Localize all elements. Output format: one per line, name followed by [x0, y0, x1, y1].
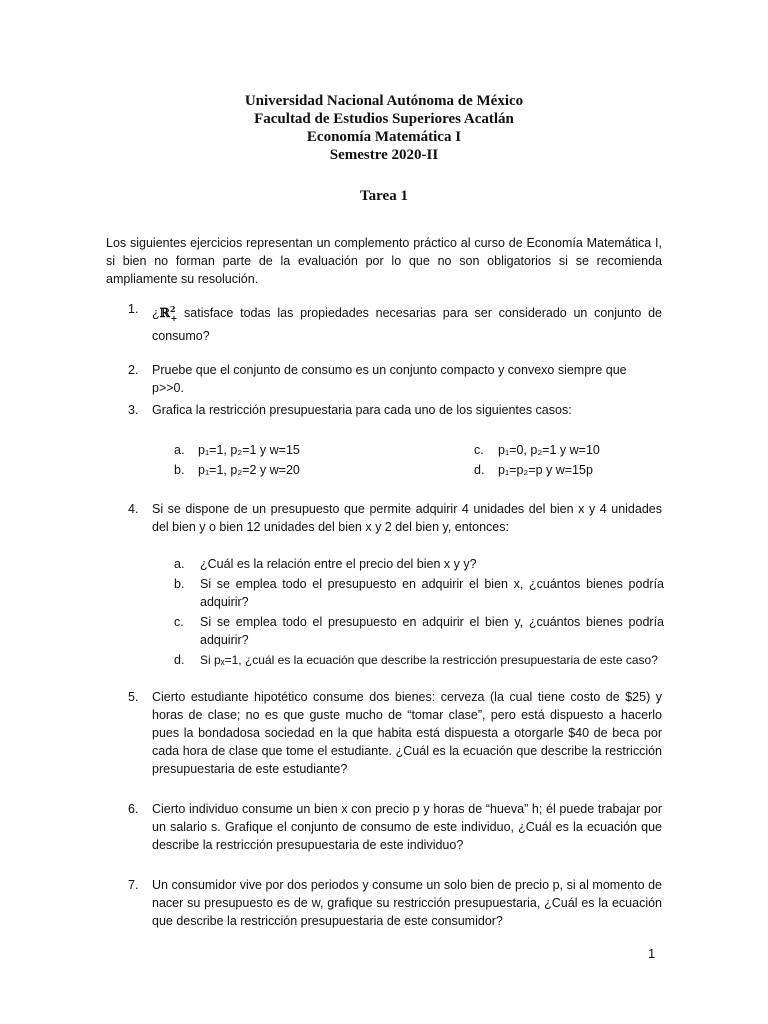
question-number: 6. — [128, 802, 139, 816]
homework-title: Tarea 1 — [360, 188, 408, 204]
document-header — [0, 92, 768, 164]
question-text: Si se dispone de un presupuesto que permite adquirir 4 unidades del bien x y 4 unidades del bien y o bien 12 unidades del bien x y 2 del bien y, entonces: — [152, 502, 662, 534]
question-number: 2. — [128, 363, 139, 377]
question-prefix: ¿ — [152, 306, 160, 321]
document-page: Universidad Nacional Autónoma de México Facultad de Estudios Superiores Acatlán Economía Matemática I Semestre 2020-II Tarea 1 Los siguientes ejercicios representan un complemento práctico al curso de Economía Matemática I, si bien no forman parte de la evaluación por lo que no son obligatorios si se recomienda ampliamente su resolución. 1. ¿ℝ$^2_+$ satisface todas las propiedades necesarias para ser considerado un conjunto de consumo? 2. Pruebe que el conjunto de consumo es un conjunto compacto y convexo siempre que p>>0. 3. Grafica la restricción presupuestaria para cada uno de los siguientes casos: a. p₁=1, p₂=1 y w=15 b. p₁=1, p₂=2 y w=20 c. p₁=0, p₂=1 y w=10 d. p₁=p₂=p y w=15p 4. Si se dispone de un presupuesto que permite adquirir 4 unidades del bien x y 4 unidades del bien y o bien 12 unidades del bien x y 2 del bien y, entonces: a. ¿Cuál es la relación entre el precio del bien x y y? b. Si se emplea todo el presupuesto en adquirir el bien x, ¿cuántos bienes podría adquirir? c. Si se emplea todo el presupuesto en adquirir el bien y, ¿cuántos bienes podría adquirir? d. Si pₓ=1, ¿cuál es la ecuación que describe la restricción presupuestaria de este caso? 5. Cierto estudiante hipotético consume dos bienes: cerveza (la cual tiene costo de $25) y horas de clase; no es que guste mucho de “tomar clase”, pero está dispuesto a hacerlo pues la bondadosa sociedad en la que habita está dispuesta a otorgarle $40 de beca por cada hora de clase que tome el estudiante. ¿Cuál es la ecuación que describe la restricción presupuestaria de este estudiante? 6. Cierto individuo consume un bien x con precio p y horas de “hueva” h; él puede trabajar por un salario s. Grafique el conjunto de consumo de este individuo, ¿Cuál es la ecuación que describe la restricción presupuestaria de este individuo? 7. Un consumidor vive por dos periodos y consume un solo bien de precio p, si al momento de nacer su presupuesto es de w, grafique su restricción presupuestaria, ¿Cuál es la ecuación que describe la restricción presupuestaria de este consumidor? 1 — [0, 0, 768, 1024]
question-number: 5. — [128, 690, 139, 704]
question-text: Cierto individuo consume un bien x con precio p y horas de “hueva” h; él puede trabajar por un salario s. Grafique el conjunto de consumo de este individuo, ¿Cuál es la ecuación que describe la restricción presupuestaria de este individuo? — [152, 802, 662, 852]
real-plus-symbol: ℝ$^2_+$ — [159, 304, 178, 323]
question-body: satisface todas las propiedades necesarias para ser considerado un conjunto de consumo? — [152, 306, 662, 343]
question-text: Cierto estudiante hipotético consume dos bienes: cerveza (la cual tiene costo de $25) y horas de clase; no es que guste mucho de “tomar clase”, pero está dispuesto a hacerlo pues la bondadosa sociedad en la que habita está dispuesta a otorgarle $40 de beca por cada hora de clase que tome el estudiante. ¿Cuál es la ecuación que describe la restricción presupuestaria de este estudiante? — [152, 690, 662, 776]
intro-paragraph: Los siguientes ejercicios representan un complemento práctico al curso de Economía Matemática I, si bien no forman parte de la evaluación por lo que no son obligatorios si se recomienda ampliamente su resolución. — [106, 236, 662, 286]
question-number: 4. — [128, 502, 139, 516]
question-number: 3. — [128, 403, 139, 417]
question-text: Pruebe que el conjunto de consumo es un conjunto compacto y convexo siempre que p>>0. — [152, 363, 627, 395]
page-number: 1 — [648, 946, 656, 961]
question-text: Un consumidor vive por dos periodos y consume un solo bien de precio p, si al momento de nacer su presupuesto es de w, grafique su restricción presupuestaria, ¿Cuál es la ecuación que describe la restricción presupuestaria de este consumidor? — [152, 878, 662, 928]
university-name: Universidad Nacional Autónoma de México — [244, 93, 524, 109]
question-number: 1. — [128, 302, 139, 316]
course-name: Economía Matemática I — [306, 129, 462, 145]
question-text — [152, 300, 662, 345]
semester: Semestre 2020-II — [329, 147, 439, 163]
question-text: Grafica la restricción presupuestaria para cada uno de los siguientes casos: — [152, 403, 572, 417]
question-number: 7. — [128, 878, 139, 892]
faculty-name: Facultad de Estudios Superiores Acatlán — [254, 111, 514, 127]
